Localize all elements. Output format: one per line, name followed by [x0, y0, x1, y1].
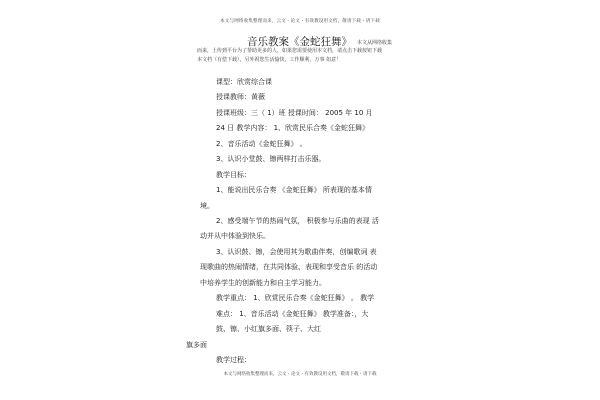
intro-line: 而来，上传到平台为了帮助更多的人，如果您需要使用本文档，请点击下载按钮下载	[197, 48, 383, 54]
lesson-content-item: 3、认识小堂鼓、镲两样打击乐器。	[216, 155, 326, 164]
prep-materials-line: 鼓、镲、小红旗多面、筷子、大红	[216, 325, 321, 334]
prep-materials-line: 旗多面	[186, 340, 207, 349]
title-aside-note: 本文从网络收集	[357, 40, 393, 46]
objective-line: 3、认识鼓、镲，会使用其为歌曲伴奏，创编歌词 表	[216, 247, 377, 256]
objectives-heading: 教学目标：	[216, 170, 251, 179]
intro-line: 本文档（有偿下载），另外祝您生活愉快，工作顺利，万事 如意！	[197, 56, 342, 63]
process-heading: 教学过程：	[216, 356, 251, 364]
footer-note: 本文与网络收集整理而来，云文・论文・有效教设用文档，敬请下载・请下载	[223, 372, 377, 377]
header-note: 本文与网络收集整理而来，云文・论文・有效教设用文档，敬请下载・请下载	[220, 19, 380, 24]
objective-line: 中培养学生的创新能力和自主学习能力。	[200, 278, 326, 287]
intro-paragraph	[197, 47, 407, 64]
key-points-line: 教学重点： 1、欣赏民乐合奏《金蛇狂舞》 。 教学	[216, 294, 375, 303]
document-title: 音乐教案《金蛇狂舞》	[247, 36, 352, 48]
lesson-teacher: 授课教师：黄薇	[216, 93, 265, 102]
lesson-content-item: 2、音乐活动《金蛇狂舞》 。	[216, 139, 307, 148]
objective-line: 2、感受端午节的热闹气氛， 积极参与乐曲的表现 活	[216, 217, 379, 225]
difficulty-prep-line: 难点： 1、音乐活动《金蛇狂舞》 教学准备：，大	[216, 309, 369, 318]
objective-line: 1、能说出民乐合奏 《金蛇狂舞》 所表现的基本情	[216, 186, 372, 195]
lesson-date-content: 24 日 教学内容： 1、欣赏民乐合奏《金蛇狂舞》	[216, 124, 370, 133]
objective-line: 境。	[200, 201, 214, 210]
objective-line: 动并从中体验到快乐。	[200, 232, 270, 241]
lesson-class-time: 授课班级：三（ 1）班 授课时间： 2005 年 10 月	[216, 108, 373, 117]
lesson-type: 课型：欣赏综合课	[216, 78, 272, 86]
objective-line: 现歌曲的热闹情绪，在共同体验、表现和享受音乐 的活动	[200, 263, 378, 272]
